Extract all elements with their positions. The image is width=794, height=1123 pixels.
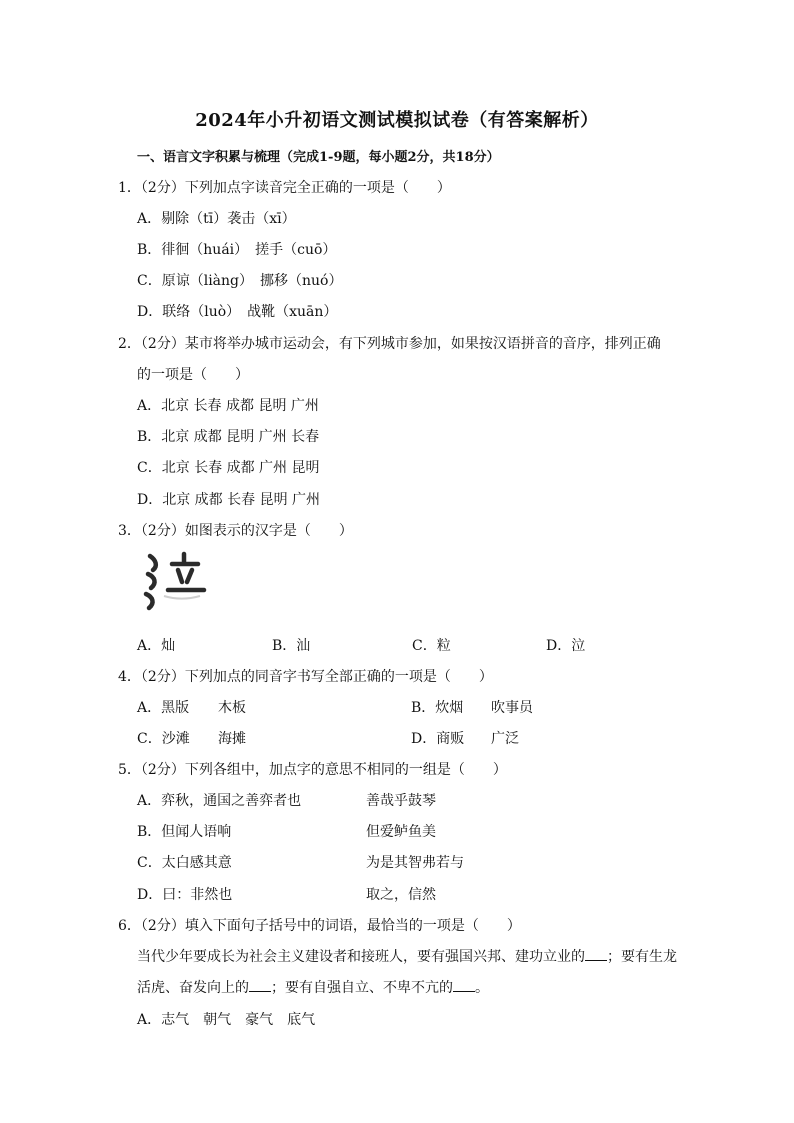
question-1-option-a: A．剔除（tī）袭击（xī） [137, 211, 296, 227]
question-5-option-d: D．曰：非然也 [137, 887, 233, 903]
question-5-option-b-pair: 但爱鲈鱼美 [366, 824, 436, 840]
question-1-option-c: C．原谅（liàng） 挪移（nuó） [137, 273, 343, 289]
question-4-option-d: D．商贩 [411, 731, 465, 747]
question-1-option-b: B．徘徊（huái） 搓手（cuō） [137, 242, 337, 258]
question-2-option-b: B．北京 成都 昆明 广州 长春 [137, 429, 320, 445]
seal-script-character-icon [142, 550, 212, 612]
question-2-stem-continued: 的一项是（ ） [137, 367, 249, 383]
question-6-passage-line-1 [137, 946, 677, 966]
question-5-option-b: B．但闻人语响 [137, 824, 232, 840]
fill-blank [249, 977, 271, 992]
passage-text: ；要有自强自立、不卑不亢的 [271, 980, 453, 996]
passage-text: 。 [475, 980, 489, 996]
question-5-option-a: A．弈秋，通国之善弈者也 [137, 793, 302, 809]
page-title: 2024年小升初语文测试模拟试卷（有答案解析） [195, 110, 599, 131]
question-3-option-b: B．汕 [272, 638, 311, 654]
question-5-option-a-pair: 善哉乎鼓琴 [366, 793, 436, 809]
passage-text: ；要有生龙 [607, 949, 677, 965]
question-4-stem: 4．（2分）下列加点的同音字书写全部正确的一项是（ ） [118, 669, 493, 685]
fill-blank [453, 977, 475, 992]
section-heading: 一、语言文字积累与梳理（完成1-9题，每小题2分，共18分） [137, 150, 500, 165]
fill-blank [585, 946, 607, 961]
question-5-option-c: C．太白感其意 [137, 855, 232, 871]
question-4-option-c-word2: 海摊 [218, 731, 246, 747]
question-2-option-d: D．北京 成都 长春 昆明 广州 [137, 492, 321, 508]
question-6-stem: 6．（2分）填入下面句子括号中的词语，最恰当的一项是（ ） [118, 918, 521, 934]
question-2-option-c: C．北京 长春 成都 广州 昆明 [137, 460, 320, 476]
question-5-option-d-pair: 取之，信然 [366, 887, 436, 903]
passage-text: 当代少年要成长为社会主义建设者和接班人，要有强国兴邦、建功立业的 [137, 949, 585, 965]
question-6-option-a: A．志气 朝气 豪气 底气 [137, 1012, 316, 1028]
question-5-option-c-pair: 为是其智弗若与 [366, 855, 464, 871]
question-4-option-a: A．黑版 [137, 700, 190, 716]
question-3-option-a: A．灿 [137, 638, 176, 654]
question-3-option-d: D．泣 [546, 638, 586, 654]
question-4-option-b: B．炊烟 [411, 700, 464, 716]
question-3-option-c: C．粒 [412, 638, 451, 654]
question-4-option-c: C．沙滩 [137, 731, 190, 747]
question-3-stem: 3．（2分）如图表示的汉字是（ ） [118, 523, 353, 539]
question-2-option-a: A．北京 长春 成都 昆明 广州 [137, 398, 319, 414]
question-4-option-a-word2: 木板 [218, 700, 246, 716]
question-2-stem: 2．（2分）某市将举办城市运动会，有下列城市参加，如果按汉语拼音的音序，排列正确 [118, 336, 661, 352]
question-4-option-d-word2: 广泛 [491, 731, 519, 747]
question-1-option-d: D．联络（luò） 战靴（xuān） [137, 304, 338, 320]
passage-text: 活虎、奋发向上的 [137, 980, 249, 996]
question-6-passage-line-2 [137, 977, 489, 997]
question-4-option-b-word2: 吹事员 [491, 700, 533, 716]
question-5-stem: 5．（2分）下列各组中，加点字的意思不相同的一组是（ ） [118, 762, 507, 778]
question-1-stem: 1．（2分）下列加点字读音完全正确的一项是（ ） [118, 180, 451, 196]
